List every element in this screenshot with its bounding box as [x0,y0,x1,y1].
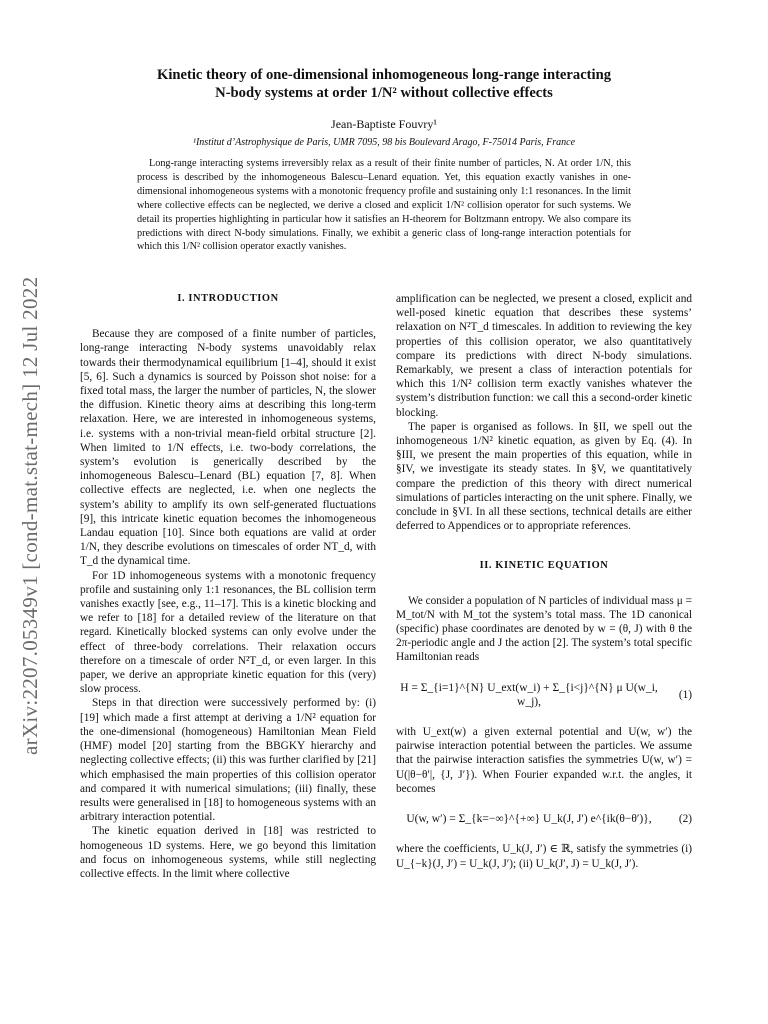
author-name: Jean-Baptiste Fouvry¹ [331,117,437,131]
section-heading-kinetic-equation: II. KINETIC EQUATION [479,560,609,572]
right-column [396,292,692,871]
equation-2-number: (2) [678,813,692,826]
intro-paragraph-continued: amplification can be neglected, we present a closed, explicit and well-posed kinetic equation that describes these systems’ relaxation on N²T_d timescales. In addition to reviewing the key properties of this collision operator, we also quantitatively compare its predictions with direct N-body simulations. Remarkably, we present a class of interaction potentials for which this 1/N² collision term exactly vanishes whatever the system’s distribution function: we call this a second-order kinetic blocking. [396,293,692,419]
equation-2-body: U(w, w′) = Σ_{k=−∞}^{+∞} U_k(J, J′) e^{ik(θ−θ′)}, [406,813,652,826]
intro-paragraph-4: The kinetic equation derived in [18] was restricted to homogeneous 1D systems. Here, we go beyond this limitation and focus on inhomogeneous systems, while still neglecting collective effects. In the limit where collective [80,825,376,880]
arxiv-identifier: arXiv:2207.05349v1 [cond-mat.stat-mech] 12 Jul 2022 [18,276,42,755]
section-heading-introduction: I. INTRODUCTION [177,293,279,304]
paper-title [90,66,678,102]
potential-paragraph: with U_ext(w) a given external potential and U(w, w′) the pairwise interaction potential between the particles. We assume that the pairwise interaction satisfies the symmetries U(w, w′) = U(|θ−θ′|, {J, J′}). When Fourier expanded w.r.t. the angles, it becomes [396,726,692,795]
intro-paragraph-1: Because they are composed of a finite number of particles, long-range interacting N-body systems unavoidably relax towards their thermodynamical equilibrium [1–4], should it exist [5, 6]. Such a dynamics is sourced by Poisson shot noise: for a fixed total mass, the larger the number of particles, N, the slower the diffusion. Kinetic theory aims at describing this long-term relaxation. Here, we are interested in inhomogeneous systems, i.e. systems with a non-trivial mean-field orbital structure [2]. When limited to 1/N effects, i.e. two-body correlations, the system’s evolution is generically described by the inhomogeneous Balescu–Lenard (BL) equation [7, 8]. When collective effects are neglected, i.e. when one neglects the system’s ability to amplify its own self-generated fluctuations [9], this intricate kinetic equation becomes the inhomogeneous Landau equation [10]. Since both equations are valid at order 1/N, they describe evolutions on timescales of order NT_d, with T_d the dynamical time. [80,328,376,568]
paper-outline-paragraph: The paper is organised as follows. In §II, we spell out the inhomogeneous 1/N² kinetic equation, as given by Eq. (4). In §III, we present the main properties of this equation, while in §IV, we investigate its steady states. In §V, we quantitatively compare the prediction of this theory with direct numerical simulations of particles interacting on the unit sphere. Finally, we conclude in §VI. In all these sections, technical details are either deferred to Appendices or to appropriate references. [396,420,692,533]
abstract: Long-range interacting systems irreversibly relax as a result of their finite number of particles, N. At order 1/N, this process is described by the inhomogeneous Balescu–Lenard equation. Yet, this equation exactly vanishes in one-dimensional inhomogeneous systems with a monotonic frequency profile and sustaining only 1:1 resonances. In the limit where collective effects can be neglected, we derive a closed and explicit 1/N² collision operator for such systems. We detail its properties highlighting in particular how it satisfies an H-theorem for Boltzmann entropy. We also compare its predictions with direct N-body simulations. Finally, we exhibit a generic class of long-range interaction potentials for which this 1/N² collision operator exactly vanishes. [137,158,631,253]
equation-1-number: (1) [678,688,692,701]
equation-1-body: H = Σ_{i=1}^{N} U_ext(w_i) + Σ_{i<j}^{N} μ U(w_i, w_j), [400,681,658,708]
paper-title-line-2: N-body systems at order 1/N² without collective effects [215,85,553,101]
left-column [80,288,376,881]
model-paragraph: We consider a population of N particles of individual mass μ = M_tot/N with M_tot the system’s total mass. The 1D canonical (specific) phase coordinates are denoted by w = (θ, J) with θ the 2π-periodic angle and J the action [2]. The system’s total specific Hamiltonian reads [396,594,692,664]
equation-1 [396,681,692,709]
equation-2 [396,812,692,826]
author-affiliation: ¹Institut d’Astrophysique de Paris, UMR 7095, 98 bis Boulevard Arago, F-75014 Paris, France [192,137,576,148]
intro-paragraph-3: Steps in that direction were successively performed by: (i) [19] which made a first attempt at deriving a 1/N² equation for the one-dimensional (homogeneous) Hamiltonian Mean Field (HMF) model [20] starting from the BBGKY hierarchy and neglecting collective effects; (ii) this was further clarified by [21] which emphasised the main properties of this collision operator and compared it with numerical simulations; (iii) finally, these results were generalised in [18] to homogeneous systems with an arbitrary interaction potential. [80,697,376,824]
intro-paragraph-2: For 1D inhomogeneous systems with a monotonic frequency profile and sustaining only 1:1 resonances, the BL collision term vanishes exactly [see, e.g., 11–17]. This is a kinetic blocking and we refer to [18] for a detailed review of the literature on that regard. Kinetically blocked systems can only evolve under the effect of three-body correlations. Their relaxation occurs therefore on a timescale of order N²T_d, or even larger. In this paper, we derive an appropriate kinetic equation for this (very) slow process. [80,569,376,696]
paper-title-line-1: Kinetic theory of one-dimensional inhomogeneous long-range interacting [156,67,611,83]
coefficients-paragraph: where the coefficients, U_k(J, J′) ∈ ℝ, satisfy the symmetries (i) U_{−k}(J, J′) = U_k(J, J′); (ii) U_k(J′, J) = U_k(J, J′). [396,843,692,870]
